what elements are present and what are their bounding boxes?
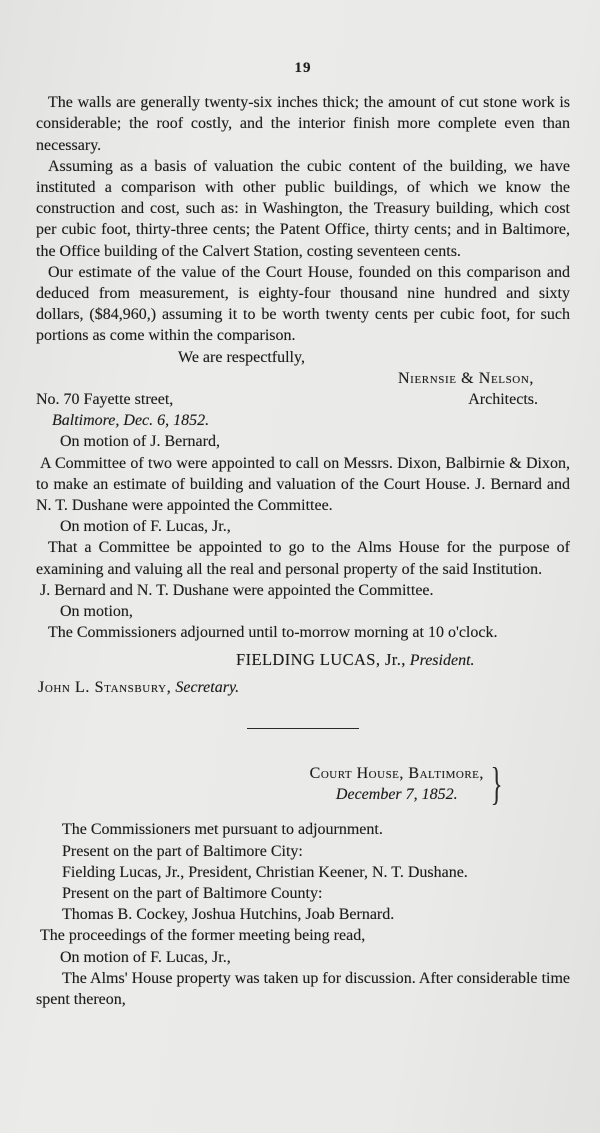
secretary-title: Secretary.: [175, 678, 240, 696]
address-line: No. 70 Fayette street,: [36, 391, 174, 409]
paragraph-city-members: Fielding Lucas, Jr., President, Christian Keener, N. T. Dushane.: [62, 863, 468, 881]
meeting-heading: [36, 758, 570, 810]
president-title: President.: [409, 652, 475, 670]
signature-architects-title: Architects.: [468, 391, 538, 409]
president-signature-line: [36, 649, 570, 671]
meeting-dec7-section: [36, 758, 570, 1010]
paragraph-proceedings: The proceedings of the former meeting being read,: [40, 927, 366, 945]
paragraph-adjourned: The Commissioners adjourned until to-morrow morning at 10 o'clock.: [48, 624, 498, 642]
paragraph-met: The Commissioners met pursuant to adjournment.: [62, 821, 383, 839]
secretary-signature-line: [36, 677, 570, 698]
president-name: FIELDING LUCAS, Jr.,: [236, 650, 406, 670]
motion-lucas-dec6: On motion of F. Lucas, Jr.,: [60, 518, 231, 536]
paragraph-appointed: J. Bernard and N. T. Dushane were appointed the Committee.: [40, 581, 434, 599]
motion-lucas-dec7: On motion of F. Lucas, Jr.,: [60, 948, 231, 966]
page-number: 19: [294, 60, 312, 76]
paragraph-alms-discussion: The Alms' House property was taken up for discussion. After considerable time spent thereon,: [36, 969, 570, 1008]
dateline-dec6: Baltimore, Dec. 6, 1852.: [52, 412, 210, 430]
motion-plain: On motion,: [60, 603, 133, 621]
meeting-heading-text: [310, 763, 484, 805]
brace-ornament: }: [490, 758, 503, 810]
motion-bernard: On motion of J. Bernard,: [60, 433, 220, 451]
meeting-place: Court House, Baltimore,: [309, 764, 484, 782]
signature-architects-name: Niernsie & Nelson,: [398, 369, 534, 387]
paragraph-alms-resolution: That a Committee be appointed to go to the Alms House for the purpose of examining and valuing all the real and personal property of the said Institution.: [36, 539, 570, 578]
paragraph-estimate: Our estimate of the value of the Court House, founded on this comparison and deduced from measurement, is eighty-four thousand nine hundred and sixty dollars, ($84,960,) assuming it to be worth twenty cents per cubic foot, for such portions as come within the comparison.: [36, 263, 570, 345]
paragraph-present-city: Present on the part of Baltimore City:: [62, 842, 303, 860]
meeting-date: December 7, 1852.: [335, 786, 458, 804]
paragraph-committee-dixon: A Committee of two were appointed to call on Messrs. Dixon, Balbirnie & Dixon, to make an estimate of building and valuation of the Court House. J. Bernard and N. T. Dushane were appointed the Committee.: [36, 454, 570, 515]
paragraph-walls: The walls are generally twenty-six inches thick; the amount of cut stone work is considerable; the roof costly, and the interior finish more complete even than necessary.: [36, 94, 570, 154]
paragraph-present-county: Present on the part of Baltimore County:: [62, 884, 323, 902]
closing-salutation: We are respectfully,: [178, 348, 305, 366]
paragraph-valuation: Assuming as a basis of valuation the cubic content of the building, we have instituted a comparison with other public buildings, of which we know the construction and cost, such as: in Washington, the Treasury building, which cost per cubic foot, thirty-three cents; the Patent Office, thirty cents; and in Baltimore, the Office building of the Calvert Station, costing seventeen cents.: [36, 157, 570, 260]
paragraph-county-members: Thomas B. Cockey, Joshua Hutchins, Joab Bernard.: [62, 906, 395, 924]
section-divider: [247, 728, 359, 729]
secretary-name: John L. Stansbury,: [38, 678, 172, 696]
address-row: [36, 389, 570, 410]
